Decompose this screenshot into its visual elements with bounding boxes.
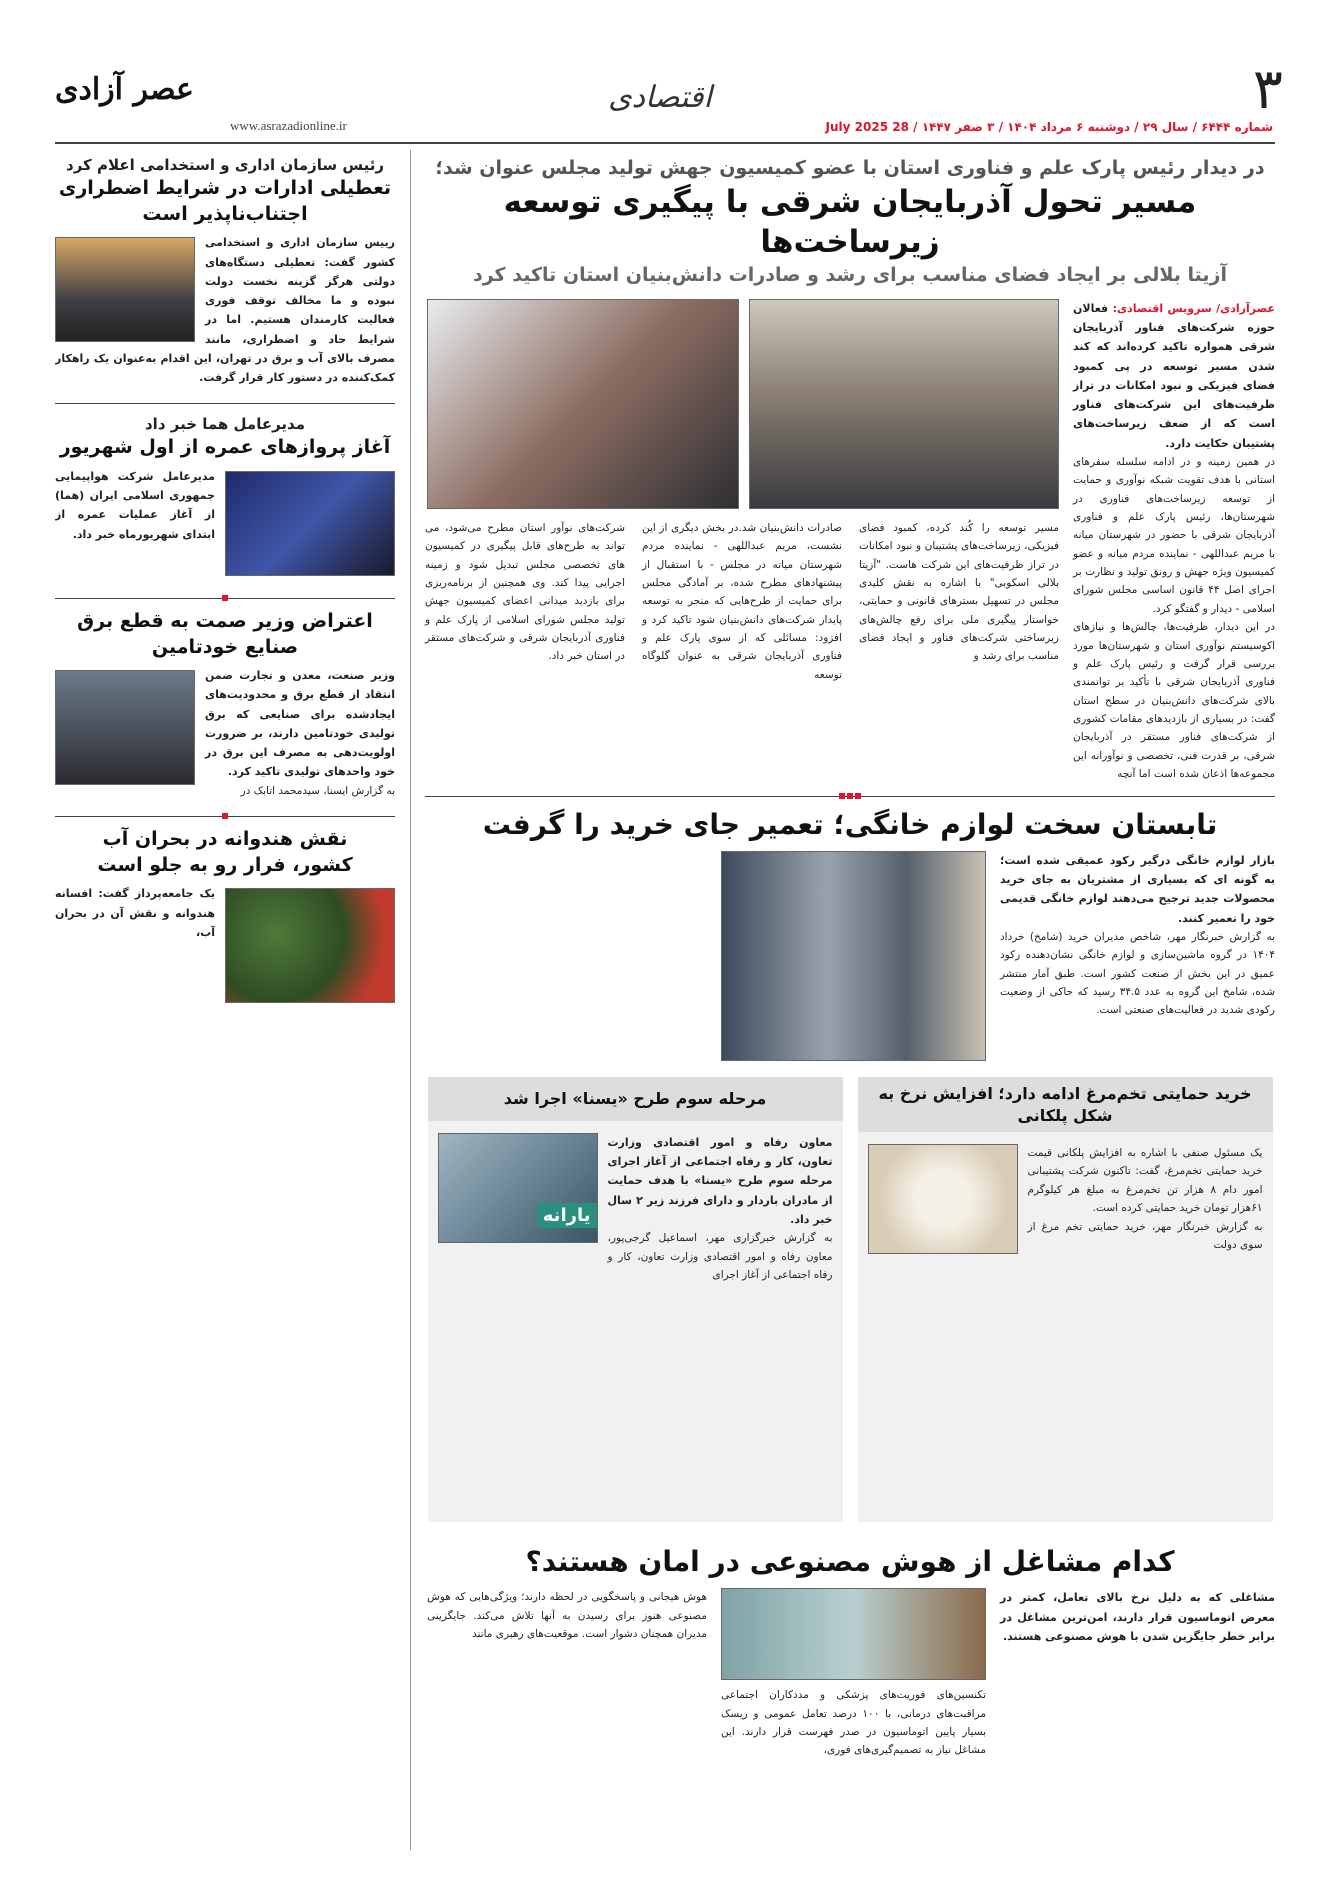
official-photo: [55, 237, 195, 342]
yasna-story-box: [428, 1077, 843, 1522]
sidebar-lead: یک جامعه‌پرداز گفت: افسانه هندوانه و نقش آن در بحران آب،: [55, 887, 215, 939]
sidebar-divider: [55, 816, 395, 817]
egg-headline[interactable]: خرید حمایتی تخم‌مرغ ادامه دارد؛ افزایش نرخ به شکل پلکانی: [858, 1077, 1273, 1132]
subsidy-photo: [438, 1133, 598, 1243]
divider-ornament: [221, 595, 229, 601]
main-paragraph: در همین زمینه و در ادامه سلسله سفرهای استانی با هدف تقویت شبکه نوآوری و حمایت از توسعه زیرساخت‌های فناوری در شهرستان‌ها، رئیس پارک علم و فناوری آذربایجان شرقی با حضور در شهرستان میانه با مریم عبداللهی - نماینده مردم میانه و عضو کمیسیون ویژه جهش و رونق تولید و نظارت بر اجرای اصل ۴۴ قانون اساسی مجلس شورای اسلامی - دیدار و گفتگو کرد.: [1073, 455, 1275, 615]
appliance-headline[interactable]: تابستان سخت لوازم خانگی؛ تعمیر جای خرید را گرفت: [482, 807, 1218, 841]
main-kicker: در دیدار رئیس پارک علم و فناوری استان با عضو کمیسیون جهش تولید مجلس عنوان شد؛: [435, 157, 1265, 179]
appliance-lead: بازار لوازم خانگی درگیر رکود عمیقی شده است؛ به گونه ای که بسیاری از مشتریان به جای خرید محصولات جدید ترجیح می‌دهند لوازم خانگی قدیمی خود را تعمیر کنند.: [1000, 853, 1275, 925]
sidebar: [55, 155, 395, 1017]
issue-date-line: شماره ۶۴۴۴ / سال ۲۹ / دوشنبه ۶ مرداد ۱۴۰۴ / ۳ صفر ۱۴۴۷ / 28 July 2025: [825, 120, 1273, 134]
ai-lead: مشاغلی که به دلیل نرخ بالای تعامل، کمتر در معرض اتوماسیون قرار دارند، امن‌ترین مشاغل در برابر خطر جایگزین شدن با هوش مصنوعی هستند.: [1000, 1591, 1275, 1643]
homa-ceo-photo: [225, 471, 395, 576]
main-photos-and-columns: [425, 299, 1059, 684]
main-subheadline: آزیتا بلالی بر ایجاد فضای مناسب برای رشد و صادرات دانش‌بنیان استان تاکید کرد: [472, 264, 1228, 287]
sidebar-paragraph: به گزارش ایسنا، سیدمحمد اتابک در: [240, 784, 395, 797]
main-lead: فعالان حوزه شرکت‌های فناور آذربایجان شرقی همواره تاکید کرده‌اند که کند شدن مسیر توسعه در پی کمبود فضای فیزیکی و نبود امکانات در تراز ظرفیت‌های این شرکت‌های فناور است که از ضعف زیرساخت‌های پشتیبان حکایت دارد.: [1073, 301, 1275, 450]
yasna-headline[interactable]: مرحله سوم طرح «یسنا» اجرا شد: [428, 1077, 843, 1121]
main-column-4: شرکت‌های نوآور استان مطرح می‌شود، می تواند به طرح‌های قابل پیگیری در کمیسیون های تخصصی مجلس تبدیل شود و زمینه اجرایی پیدا کند. وی همچنین از برنامه‌ریزی برای بازدید میدانی اعضای کمیسیون جهش تولید مجلس شورای اسلامی از پارک علم و فناوری آذربایجان شرقی و شرکت‌های مستقر در استان خبر داد.: [425, 521, 625, 663]
ai-headline[interactable]: کدام مشاغل از هوش مصنوعی در امان هستند؟: [525, 1544, 1175, 1578]
appliance-lead-column: [1000, 851, 1275, 1020]
yasna-lead: معاون رفاه و امور اقتصادی وزارت تعاون، کار و رفاه اجتماعی از آغاز اجرای مرحله سوم طرح «یسنا» با هدف حمایت از مادران باردار و دارای فرزند زیر ۲ سال خبر داد.: [607, 1135, 833, 1226]
main-lead-column: [1073, 299, 1275, 784]
meeting-photo: [427, 299, 739, 509]
column-divider: [410, 150, 411, 1850]
yasna-paragraph: به گزارش خبرگزاری مهر، اسماعیل گرجی‌پور، معاون رفاه و امور اقتصادی وزارت تعاون، کار و رفاه اجتماعی از آغاز اجرای: [607, 1232, 833, 1281]
egg-story-box: [858, 1077, 1273, 1522]
sidebar-headline[interactable]: تعطیلی ادارات در شرایط اضطراری اجتناب‌ناپذیر است: [58, 177, 392, 225]
main-headline[interactable]: مسیر تحول آذربایجان شرقی با پیگیری توسعه زیرساخت‌ها: [503, 183, 1197, 260]
sidebar-lead: وزیر صنعت، معدن و تجارت ضمن انتقاد از قطع برق و محدودیت‌های ایجادشده برای صنایعی که برق تولیدی خودتامین دارند، بر ضرورت اولویت‌دهی به مصرف این برق در خود واحدهای تولیدی تاکید کرد.: [205, 669, 395, 779]
ai-left-column: هوش هیجانی و پاسخگویی در لحظه دارند؛ ویژگی‌هایی که هوش مصنوعی هنوز برای رسیدن به آنها تلاش می‌کند. جایگزینی مدیران همچنان دشوار است. موقعیت‌های رهبری مانند: [427, 1591, 707, 1641]
page-number: ۳: [1252, 57, 1283, 122]
header-divider: [55, 142, 1275, 144]
main-column: [425, 155, 1275, 1760]
sidebar-divider: [55, 403, 395, 404]
sidebar-story: [55, 155, 395, 395]
byline: عصرآزادی/ سرویس اقتصادی:: [1112, 301, 1275, 315]
sidebar-lead: رییس سازمان اداری و استخدامی کشور گفت: تعطیلی دستگاه‌های دولتی هرگز گزینه نخست دولت نبوده و ما مخالف توقف فوری فعالیت کارمندان هستیم. اما در شرایط حاد و اضطراری، مانند مصرف بالای آب و برق در تهران، این اقدام به‌عنوان یک راهکار کمک‌کننده در دستور کار قرار گرفت.: [55, 236, 395, 385]
divider-ornament: [838, 793, 862, 799]
main-story-body: [425, 299, 1275, 784]
repair-shop-photo: [721, 851, 986, 1061]
egg-paragraph: به گزارش خبرنگار مهر، خرید حمایتی تخم مرغ از سوی دولت: [1027, 1220, 1263, 1251]
ai-photo: [721, 1588, 986, 1680]
subsidy-label: یارانه: [537, 1203, 597, 1228]
main-paragraph: در این دیدار، ظرفیت‌ها، چالش‌ها و نیازهای اکوسیستم نوآوری استان و شهرستان‌ها مورد بررسی قرار گرفت و رئیس پارک علم و فناوری آذربایجان شرقی با تأکید بر توانمندی بالای شرکت‌های دانش‌بنیان در سطح استان گفت: در بسیاری از بازدیدهای مقامات کشوری از شرکت‌های فناور مستقر در آذربایجان شرقی، بر قدرت فنی، تخصصی و نوآورانه این مجموعه‌ها اذعان شده است اما آنچه: [1073, 621, 1275, 781]
minister-photo: [55, 670, 195, 785]
divider-ornament: [221, 813, 229, 819]
sidebar-story: [55, 414, 395, 590]
eggs-photo: [868, 1144, 1018, 1254]
sidebar-lead: مدیرعامل شرکت هواپیمایی جمهوری اسلامی ایران (هما) از آغاز عملیات عمره از ابتدای شهریورماه خبر داد.: [55, 469, 215, 541]
egg-lead: یک مسئول صنفی با اشاره به افزایش پلکانی قیمت خرید حمایتی تخم‌مرغ، گفت: تاکنون شرکت پشتیبانی امور دام ۸ هزار تن تخم‌مرغ به مبلغ هر کیلوگرم ۶۱هزار تومان خرید حمایتی کرده است.: [1027, 1147, 1263, 1215]
egg-text: [1018, 1144, 1263, 1254]
yasna-text: [598, 1133, 833, 1284]
sidebar-headline[interactable]: آغاز پروازهای عمره از اول شهریور: [59, 436, 391, 459]
sidebar-kicker: مدیرعامل هما خبر داد: [144, 415, 306, 434]
newspaper-logo: عصر آزادی: [55, 72, 194, 107]
sidebar-story: [55, 827, 395, 1017]
section-divider: [425, 796, 1275, 797]
watermelon-photo: [225, 888, 395, 1003]
appliance-story-body: [425, 851, 1275, 1061]
sidebar-divider: [55, 598, 395, 599]
section-title: اقتصادی: [608, 80, 712, 115]
sidebar-headline[interactable]: اعتراض وزیر صمت به قطع برق صنایع خودتامین: [77, 609, 373, 658]
main-column-3: صادرات دانش‌بنیان شد.در بخش دیگری از این نشست، مریم عبداللهی - نماینده مردم شهرستان میانه در مجلس - با استقبال از پیشنهادهای مطرح شده، بر آمادگی مجلس برای حمایت از طرح‌هایی که منجر به توسعه پایدار شرکت‌های دانش‌بنیان شود تاکید کرد و افزود: مسائلی که از سوی پارک علم و فناوری آذربایجان شرقی به عنوان گلوگاه توسعه: [642, 521, 842, 681]
sidebar-kicker: رئیس سازمان اداری و استخدامی اعلام کرد: [66, 156, 384, 174]
ai-caption: تکنسین‌های فوریت‌های پزشکی و مددکاران اجتماعی مراقبت‌های درمانی، با ۱۰۰ درصد تعامل عمومی و ریسک بسیار پایین اتوماسیون در صدر فهرست قرار دارند. این مشاغل نیاز به تصمیم‌گیری‌های فوری،: [721, 1689, 986, 1757]
sidebar-headline[interactable]: نقش هندوانه در بحران آب کشور، فرار رو به جلو است: [97, 828, 353, 876]
sidebar-story: [55, 609, 395, 808]
group-photo: [749, 299, 1059, 509]
appliance-paragraph: به گزارش خبرنگار مهر، شاخص مدیران خرید (شامخ) خرداد ۱۴۰۴ در گروه ماشین‌سازی و لوازم خانگی نشان‌دهنده رکود عمیق در این بخش از صنعت کشور است. طبق آمار منتشر شده، شامخ این گروه به عدد ۳۴.۵ رسید که حاکی از وضعیت رکودی شدید در فعالیت‌های صنعتی است.: [1000, 930, 1276, 1017]
main-column-2: مسیر توسعه را کُند کرده، کمبود فضای فیزیکی، زیرساخت‌های پشتیبان و نبود امکانات در تراز ظرفیت‌های این شرکت هاست. "آزیتا بلالی اسکوبی" با اشاره به نقش کلیدی مجلس در تسهیل بسترهای قانونی و حمایتی، خواستار پیگیری ملی برای رفع چالش‌های زیرساختی شرکت‌های فناور و ایجاد فضای مناسب برای رشد و: [859, 521, 1059, 663]
ai-story-body: [425, 1588, 1275, 1760]
boxed-stories: [425, 1077, 1275, 1522]
website-url[interactable]: www.asrazadionline.ir: [230, 118, 347, 133]
